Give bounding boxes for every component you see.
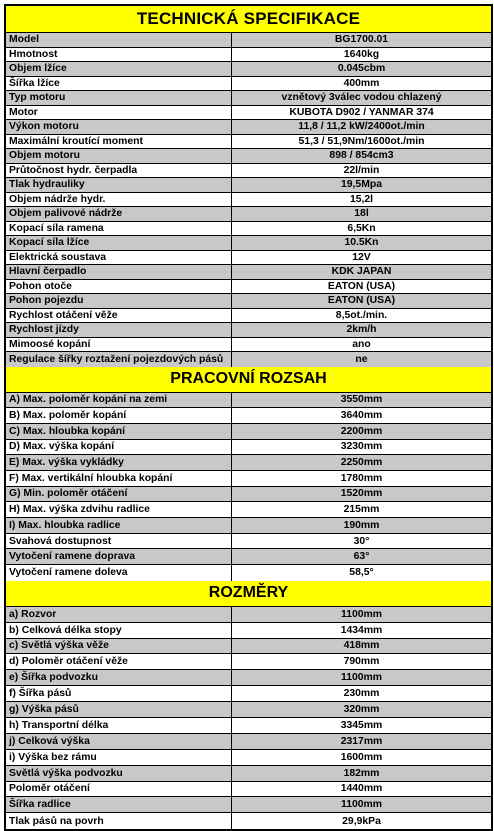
table-row [6, 352, 491, 367]
row-value: 22l/min [343, 164, 380, 176]
row-label: f) Šířka pásů [6, 686, 232, 701]
row-value: 1640kg [343, 48, 380, 60]
row-label: B) Max. poloměr kopání [6, 408, 232, 423]
row-value: 1520mm [340, 488, 383, 500]
row-value: 3550mm [340, 394, 383, 406]
row-value: ne [355, 353, 368, 365]
row-label: Svahová dostupnost [6, 534, 232, 549]
row-label: Hmotnost [6, 48, 232, 62]
row-label: Objem nádrže hydr. [6, 193, 232, 207]
table-row [6, 62, 491, 77]
row-label: Kopací síla ramena [6, 222, 232, 236]
table-row [6, 251, 491, 266]
row-value: 1440mm [340, 783, 383, 795]
table-row [6, 408, 491, 424]
row-label: Vytočení ramene doleva [6, 565, 232, 581]
row-label: D) Max. výška kopání [6, 440, 232, 455]
row-label: Pohon otoče [6, 280, 232, 294]
table-row [6, 77, 491, 92]
table-row [6, 33, 491, 48]
table-row [6, 149, 491, 164]
table-row [6, 120, 491, 135]
row-value: 10.5Kn [344, 237, 379, 249]
row-label: g) Výška pásů [6, 702, 232, 717]
row-label: Elektrická soustava [6, 251, 232, 265]
table-row [6, 48, 491, 63]
row-label: Motor [6, 106, 232, 120]
row-value: 12V [352, 251, 371, 263]
table-row [6, 294, 491, 309]
table-row [6, 623, 491, 639]
row-value: 898 / 854cm3 [329, 150, 394, 162]
row-value: 418mm [343, 640, 380, 652]
row-value: 190mm [343, 519, 380, 531]
row-value: 18l [354, 208, 369, 220]
table-row [6, 670, 491, 686]
table-row [6, 193, 491, 208]
row-label: Výkon motoru [6, 120, 232, 134]
row-label: Pohon pojezdu [6, 294, 232, 308]
table-row [6, 487, 491, 503]
row-label: E) Max. výška vykládky [6, 455, 232, 470]
row-label: Šířka radlice [6, 797, 232, 812]
row-value: 320mm [343, 704, 380, 716]
row-label: c) Světlá výška věže [6, 639, 232, 654]
row-value: 790mm [343, 656, 380, 668]
row-label: Rychlost jízdy [6, 323, 232, 337]
row-value: 11,8 / 11,2 kW/2400ot./min [298, 121, 425, 133]
row-label: Maximální kroutící moment [6, 135, 232, 149]
row-label: Tlak hydrauliky [6, 178, 232, 192]
row-label: Tlak pásů na povrh [6, 813, 232, 829]
row-value: 3345mm [340, 719, 383, 731]
row-value: vznětový 3válec vodou chlazený [281, 92, 442, 104]
row-value: EATON (USA) [327, 280, 396, 292]
table-row [6, 135, 491, 150]
row-value: 29,9kPa [342, 815, 381, 827]
table-row [6, 797, 491, 813]
row-value: EATON (USA) [327, 295, 396, 307]
table-row [6, 91, 491, 106]
row-value: 15,2l [349, 193, 374, 205]
table-row [6, 565, 491, 581]
table-row [6, 639, 491, 655]
row-value: 51,3 / 51,9Nm/1600ot./min [298, 135, 425, 147]
row-label: Kopací síla lžíce [6, 236, 232, 250]
row-value: 1434mm [340, 624, 383, 636]
row-label: H) Max. výška zdvihu radlice [6, 502, 232, 517]
row-value: 3640mm [340, 410, 383, 422]
row-label: Objem motoru [6, 149, 232, 163]
row-value: 1100mm [340, 672, 383, 684]
row-label: Vytočení ramene doprava [6, 549, 232, 564]
row-value: 30° [353, 535, 370, 547]
row-label: Mimoosé kopání [6, 338, 232, 352]
row-value: 1780mm [340, 472, 383, 484]
row-label: b) Celková délka stopy [6, 623, 232, 638]
table-row [6, 549, 491, 565]
row-value: 400mm [343, 77, 380, 89]
technical-spec-title: TECHNICKÁ SPECIFIKACE [6, 6, 491, 33]
row-label: a) Rozvor [6, 607, 232, 622]
table-row [6, 280, 491, 295]
working-range-table [6, 393, 491, 581]
table-row [6, 236, 491, 251]
table-row [6, 106, 491, 121]
row-value: 2200mm [340, 425, 383, 437]
technical-spec-table [6, 33, 491, 367]
row-value: 1600mm [340, 751, 383, 763]
table-row [6, 440, 491, 456]
row-label: Hlavní čerpadlo [6, 265, 232, 279]
row-value: 3230mm [340, 441, 383, 453]
table-row [6, 766, 491, 782]
row-label: Typ motoru [6, 91, 232, 105]
table-row [6, 338, 491, 353]
row-label: Šířka lžíce [6, 77, 232, 91]
row-label: Světlá výška podvozku [6, 766, 232, 781]
table-row [6, 164, 491, 179]
row-label: Objem lžíce [6, 62, 232, 76]
row-value: 1100mm [340, 608, 383, 620]
row-label: A) Max. poloměr kopání na zemi [6, 393, 232, 408]
row-value: 1100mm [340, 799, 383, 811]
row-label: Poloměr otáčení [6, 782, 232, 797]
row-value: 63° [353, 551, 370, 563]
row-value: KDK JAPAN [331, 266, 392, 278]
table-row [6, 309, 491, 324]
table-row [6, 502, 491, 518]
row-value: KUBOTA D902 / YANMAR 374 [289, 106, 434, 118]
row-label: h) Transportní délka [6, 718, 232, 733]
row-label: Model [6, 33, 232, 47]
row-value: 182mm [343, 767, 380, 779]
table-row [6, 455, 491, 471]
table-row [6, 471, 491, 487]
row-label: j) Celková výška [6, 734, 232, 749]
row-value: 230mm [343, 688, 380, 700]
table-row [6, 518, 491, 534]
row-value: 2km/h [346, 324, 377, 336]
table-row [6, 750, 491, 766]
row-label: Rychlost otáčení věže [6, 309, 232, 323]
row-label: C) Max. hloubka kopání [6, 424, 232, 439]
row-label: Regulace šířky roztažení pojezdových pásů [6, 352, 232, 367]
dimensions-table [6, 607, 491, 829]
row-label: G) Min. poloměr otáčení [6, 487, 232, 502]
table-row [6, 782, 491, 798]
row-value: 2317mm [340, 735, 383, 747]
table-row [6, 654, 491, 670]
table-row [6, 222, 491, 237]
table-row [6, 702, 491, 718]
row-label: e) Šířka podvozku [6, 670, 232, 685]
dimensions-title: ROZMĚRY [6, 581, 491, 607]
row-label: I) Max. hloubka radlice [6, 518, 232, 533]
table-row [6, 734, 491, 750]
row-label: Objem palivové nádrže [6, 207, 232, 221]
row-value: 2250mm [340, 457, 383, 469]
table-row [6, 207, 491, 222]
table-row [6, 534, 491, 550]
row-value: 0.045cbm [337, 63, 386, 75]
row-label: Průtočnost hydr. čerpadla [6, 164, 232, 178]
row-label: d) Poloměr otáčení věže [6, 654, 232, 669]
table-row [6, 686, 491, 702]
table-row [6, 718, 491, 734]
table-row [6, 393, 491, 409]
row-label: F) Max. vertikální hloubka kopání [6, 471, 232, 486]
row-value: ano [352, 338, 371, 350]
working-range-title: PRACOVNÍ ROZSAH [6, 367, 491, 393]
row-value: 8,5ot./min. [335, 309, 388, 321]
table-row [6, 607, 491, 623]
row-label: i) Výška bez rámu [6, 750, 232, 765]
spec-sheet [4, 4, 493, 831]
row-value: 19,5Mpa [340, 179, 382, 191]
table-row [6, 178, 491, 193]
row-value: 58,5° [349, 567, 374, 579]
table-row [6, 813, 491, 829]
row-value: 6,5Kn [347, 222, 376, 234]
table-row [6, 265, 491, 280]
row-value: BG1700.01 [334, 34, 389, 46]
table-row [6, 424, 491, 440]
table-row [6, 323, 491, 338]
row-value: 215mm [343, 504, 380, 516]
